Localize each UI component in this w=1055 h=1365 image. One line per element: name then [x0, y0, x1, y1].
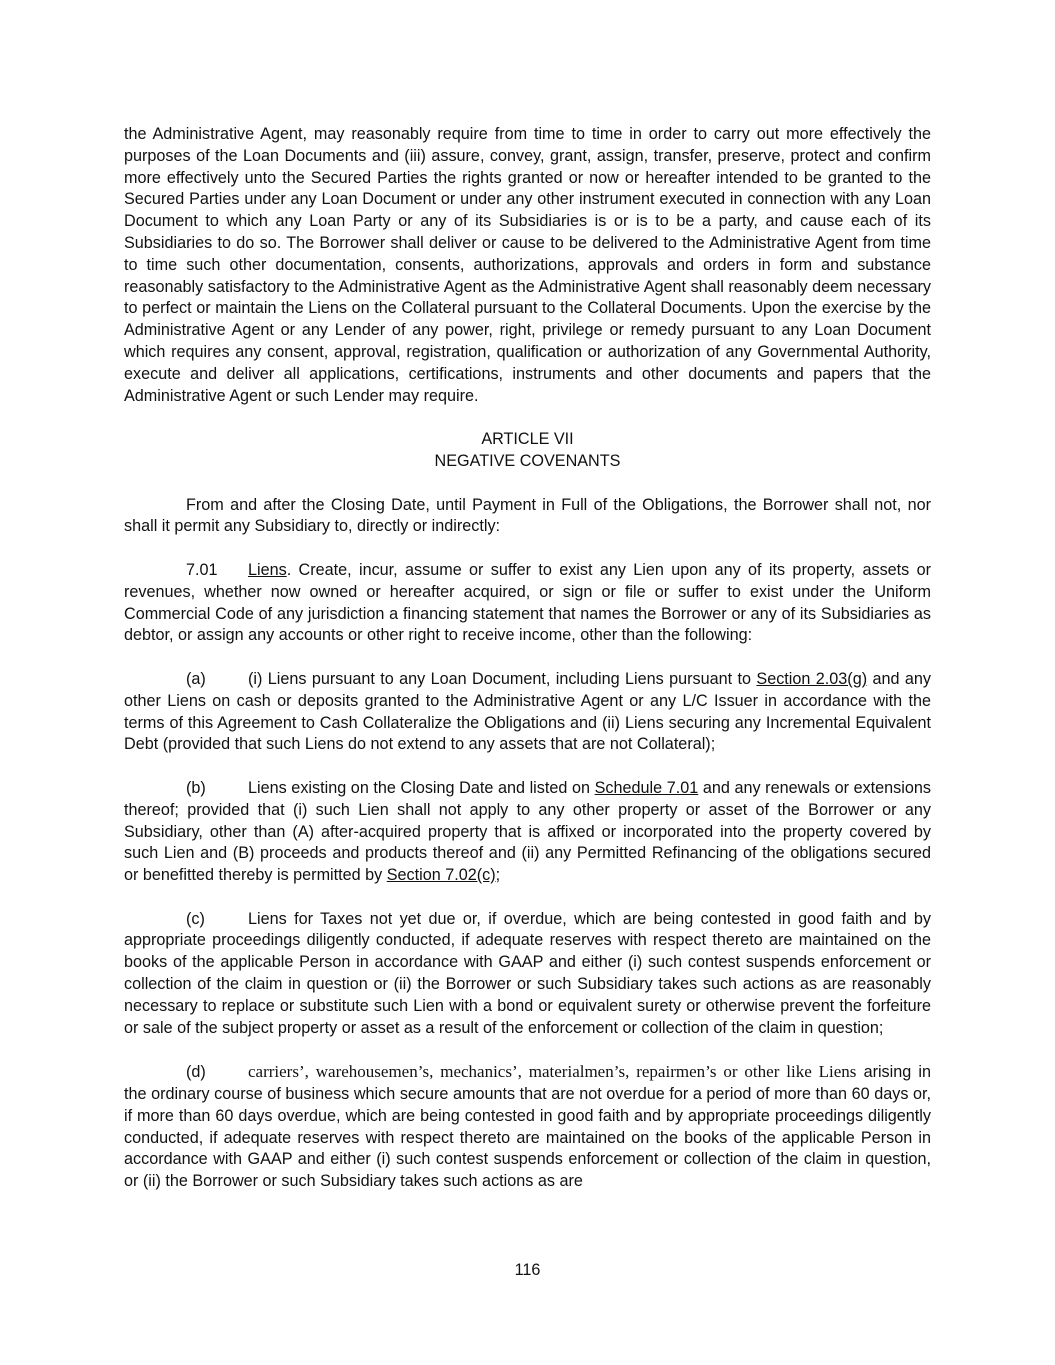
clause-a	[124, 669, 931, 756]
clause-a-text-1: (i) Liens pursuant to any Loan Document, including Liens pursuant to	[248, 669, 757, 688]
section-heading: Liens	[248, 560, 287, 579]
clause-b-text-1: Liens existing on the Closing Date and listed on	[248, 778, 595, 797]
clause-c-label: (c)	[186, 909, 205, 928]
clause-b-schedule-reference: Schedule 7.01	[594, 778, 699, 797]
clause-a-reference: Section 2.03(g)	[756, 669, 868, 688]
clause-d-serif-text: carriers’, warehousemen’s, mechanics’, materialmen’s, repairmen’s or other like Liens	[248, 1062, 857, 1082]
clause-d-label: (d)	[186, 1063, 206, 1082]
section-7-01	[124, 560, 931, 647]
clause-a-label: (a)	[186, 669, 206, 688]
page-number: 116	[514, 1261, 541, 1279]
clause-b-text-2: and any renewals or extensions thereof; provided that (i) such Lien shall not apply to any other property or asset of the Borrower or any Subsidiary, other than (A) after-acquired property that is affixed or incorporated into the property covered by such Lien and (B) proceeds and products thereof and (ii) any Permitted Refinancing of the obligations secured or benefitted thereby is permitted by	[124, 778, 931, 885]
document-page	[124, 124, 931, 1193]
clause-b-section-reference: Section 7.02(c)	[386, 866, 496, 885]
clause-b-label: (b)	[186, 778, 206, 797]
clause-b	[124, 778, 931, 887]
clause-d-text: arising in the ordinary course of business which secure amounts that are not overdue for a period of more than 60 days or, if more than 60 days overdue, which are being contested in good faith and by appropriate proceedings diligently conducted, if adequate reserves with respect thereto are maintained on the books of the applicable Person in accordance with GAAP and either (i) such contest suspends enforcement or collection of the claim in question, or (ii) the Borrower or such Subsidiary takes such actions as are	[124, 1063, 932, 1191]
article-number: ARTICLE VII	[481, 430, 574, 449]
clause-a-text-2: and any other Liens on cash or deposits granted to the Administrative Agent or any L/C Issuer in accordance with the terms of this Agreement to Cash Collateralize the Obligations and (ii) Liens securing any Incremental Equivalent Debt (provided that such Liens do not extend to any assets that are not Collateral);	[124, 669, 931, 754]
article-title: NEGATIVE COVENANTS	[434, 451, 621, 470]
intro-paragraph: the Administrative Agent, may reasonably require from time to time in order to carry out more effectively the purposes of the Loan Documents and (iii) assure, convey, grant, assign, transfer, preserve, protect and confirm more effectively unto the Secured Parties the rights granted or now or hereafter intended to be granted to the Secured Parties under any Loan Document or under any other instrument executed in connection with any Loan Document to which any Loan Party or any of its Subsidiaries is or is to be a party, and cause each of its Subsidiaries to do so. The Borrower shall deliver or cause to be delivered to the Administrative Agent from time to time such other documentation, consents, authorizations, approvals and orders in form and substance reasonably satisfactory to the Administrative Agent as the Administrative Agent shall reasonably deem necessary to perfect or maintain the Liens on the Collateral pursuant to the Collateral Documents. Upon the exercise by the Administrative Agent or any Lender of any power, right, privilege or remedy pursuant to any Loan Document which requires any consent, approval, registration, qualification or authorization of any Governmental Authority, execute and deliver all applications, certifications, instruments and other documents and papers that the Administrative Agent or such Lender may require.	[124, 125, 931, 405]
clause-b-text-3: ;	[495, 866, 501, 885]
clause-c	[124, 909, 931, 1040]
covenant-intro: From and after the Closing Date, until Payment in Full of the Obligations, the Borrower shall not, nor shall it permit any Subsidiary to, directly or indirectly:	[124, 495, 931, 536]
clause-c-text: Liens for Taxes not yet due or, if overdue, which are being contested in good faith and by appropriate proceedings diligently conducted, if adequate reserves with respect thereto are maintained on the books of the applicable Person in accordance with GAAP and either (i) such contest suspends enforcement or collection of the claim in question or (ii) the Borrower or such Subsidiary takes such actions as are reasonably necessary to replace or substitute such Lien with a bond or equivalent surety or otherwise prevent the forfeiture or sale of the subject property or asset as a result of the enforcement or collection of the claim in question;	[124, 909, 931, 1037]
section-number: 7.01	[186, 560, 218, 579]
section-text: . Create, incur, assume or suffer to exist any Lien upon any of its property, assets or revenues, whether now owned or hereafter acquired, or sign or file or suffer to exist under the Uniform Commercial Code of any jurisdiction a financing statement that names the Borrower or any of its Subsidiaries as debtor, or assign any accounts or other right to receive income, other than the following:	[124, 560, 931, 645]
clause-d	[124, 1061, 931, 1193]
